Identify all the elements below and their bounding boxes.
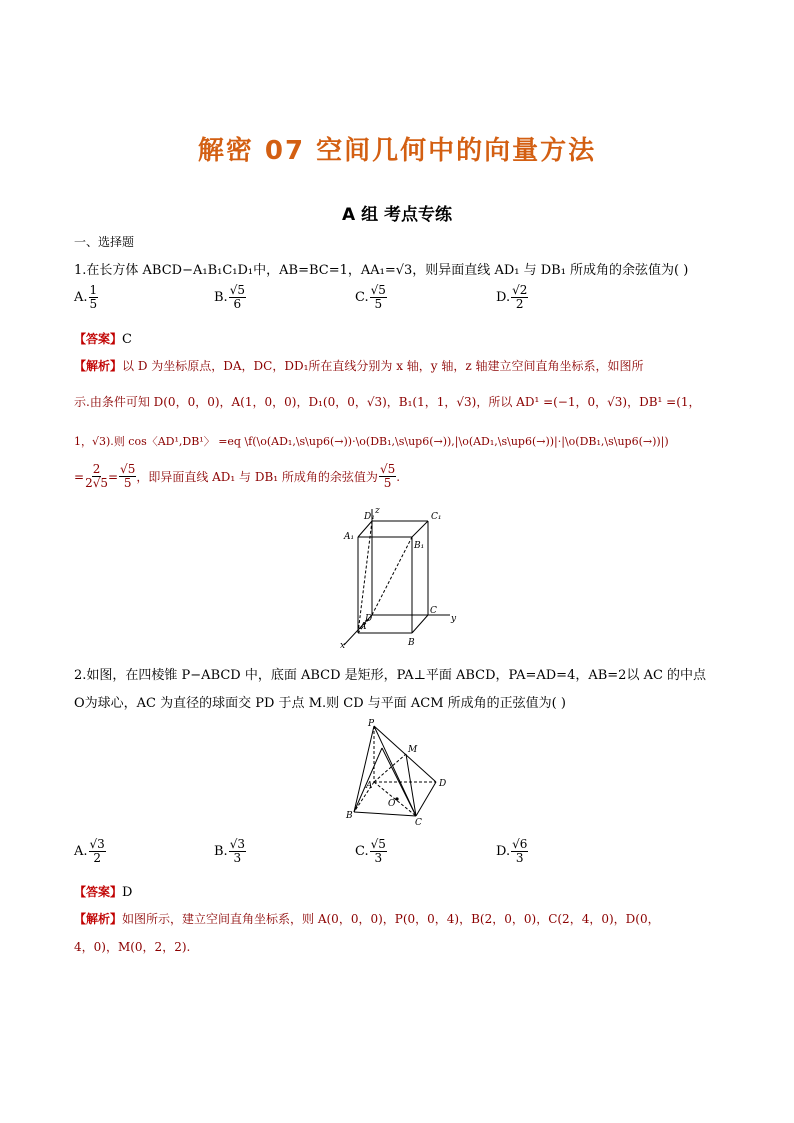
label-x: x (340, 641, 346, 650)
label-o: O (388, 799, 396, 809)
label-a1: A₁ (344, 532, 355, 542)
q1-option-c-fraction: $\frac{√5}{5}$ (370, 283, 386, 311)
label-d: D (365, 614, 373, 624)
q2-option-c-fraction: $\frac{√5}{3}$ (370, 837, 386, 865)
label-c: C (415, 818, 422, 828)
label-z: z (375, 506, 380, 516)
q1-analysis-frac-2: $\frac{√5}{5}$ (120, 462, 136, 490)
q2-option-b-fraction: $\frac{√3}{3}$ (229, 837, 245, 865)
q1-option-b-fraction: $\frac{√5}{6}$ (229, 283, 245, 311)
label-d1: D₁ (364, 512, 375, 522)
q2-option-a: A. $\frac{√3}{2}$ (74, 837, 105, 865)
q1-analysis-line-1: 【解析】以 D 为坐标原点，DA，DC，DD₁所在直线分别为 x 轴，y 轴，z 轴建立空间直角坐标系，如图所 (74, 359, 644, 373)
label-b: B (346, 811, 353, 821)
label-c: C (430, 606, 437, 616)
q2-option-d-fraction: $\frac{√6}{3}$ (512, 837, 528, 865)
q2-option-c: C. $\frac{√5}{3}$ (355, 837, 386, 865)
q2-stem-line-1: 2.如图，在四棱锥 P−ABCD 中，底面 ABCD 是矩形，PA⊥平面 ABCD，PA=AD=4，AB=2以 AC 的中点 (74, 668, 707, 683)
q2-answer: 【答案】D (74, 885, 133, 900)
q1-analysis-line-4: = $\frac{2}{2√5}$ = $\frac{√5}{5}$ ，即异面直线 AD₁ 与 DB₁ 所成角的余弦值为 $\frac{√5}{5}$ . (74, 462, 401, 490)
q1-option-d: D. $\frac{√2}{2}$ (496, 283, 528, 311)
label-a: A (360, 622, 367, 632)
q1-analysis-frac-3: $\frac{√5}{5}$ (379, 462, 396, 490)
q2-analysis-line-2: 4，0)，M(0，2，2). (74, 940, 191, 954)
label-a: A (366, 781, 373, 791)
label-c1: C₁ (431, 512, 442, 522)
q1-analysis-frac-1: $\frac{2}{2√5}$ (85, 462, 108, 490)
label-m: M (408, 745, 418, 755)
label-d: D (439, 779, 447, 789)
q1-option-a: A. $\frac{1}{5}$ (74, 283, 98, 311)
q1-option-b: B. $\frac{√5}{6}$ (214, 283, 245, 311)
q1-option-a-fraction: $\frac{1}{5}$ (89, 283, 98, 311)
q2-analysis-line-1: 【解析】如图所示，建立空间直角坐标系，则 A(0，0，0)，P(0，0，4)，B(2，0，0)，C(2，4，0)，D(0， (74, 912, 660, 926)
q1-option-c: C. $\frac{√5}{5}$ (355, 283, 386, 311)
page-title: 解密 07 空间几何中的向量方法 (197, 136, 597, 166)
q2-stem-line-2: O为球心，AC 为直径的球面交 PD 于点 M.则 CD 与平面 ACM 所成角的正弦值为( ) (74, 696, 566, 711)
group-heading: A 组 考点专练 (342, 205, 452, 225)
label-p: P (368, 719, 375, 729)
q1-analysis-line-3: 1，√3).则 cos〈AD¹,DB¹〉 =eq \f(\o(AD₁,\s\up6(→))·\o(DB₁,\s\up6(→)),|\o(AD₁,\s\up6(→))|·|\o(DB₁,\s\up6(→))|) (74, 435, 669, 448)
label-b: B (408, 638, 415, 648)
pyramid-figure (340, 718, 460, 828)
cuboid-figure (330, 505, 470, 650)
q2-option-d: D. $\frac{√6}{3}$ (496, 837, 528, 865)
section-heading: 一、选择题 (74, 235, 135, 249)
q2-option-b: B. $\frac{√3}{3}$ (214, 837, 245, 865)
label-y: y (451, 614, 457, 624)
q1-stem: 1.在长方体 ABCD−A₁B₁C₁D₁中，AB=BC=1，AA₁=√3，则异面直线 AD₁ 与 DB₁ 所成角的余弦值为( ) (74, 263, 689, 278)
q2-option-a-fraction: $\frac{√3}{2}$ (89, 837, 105, 865)
q1-analysis-line-2: 示.由条件可知 D(0，0，0)，A(1，0，0)，D₁(0，0，√3)，B₁(1，1，√3)，所以 AD¹ =(−1，0，√3)，DB¹ =(1， (74, 395, 701, 409)
q1-answer: 【答案】C (74, 332, 132, 347)
label-b1: B₁ (414, 541, 425, 551)
q1-option-d-fraction: $\frac{√2}{2}$ (512, 283, 528, 311)
